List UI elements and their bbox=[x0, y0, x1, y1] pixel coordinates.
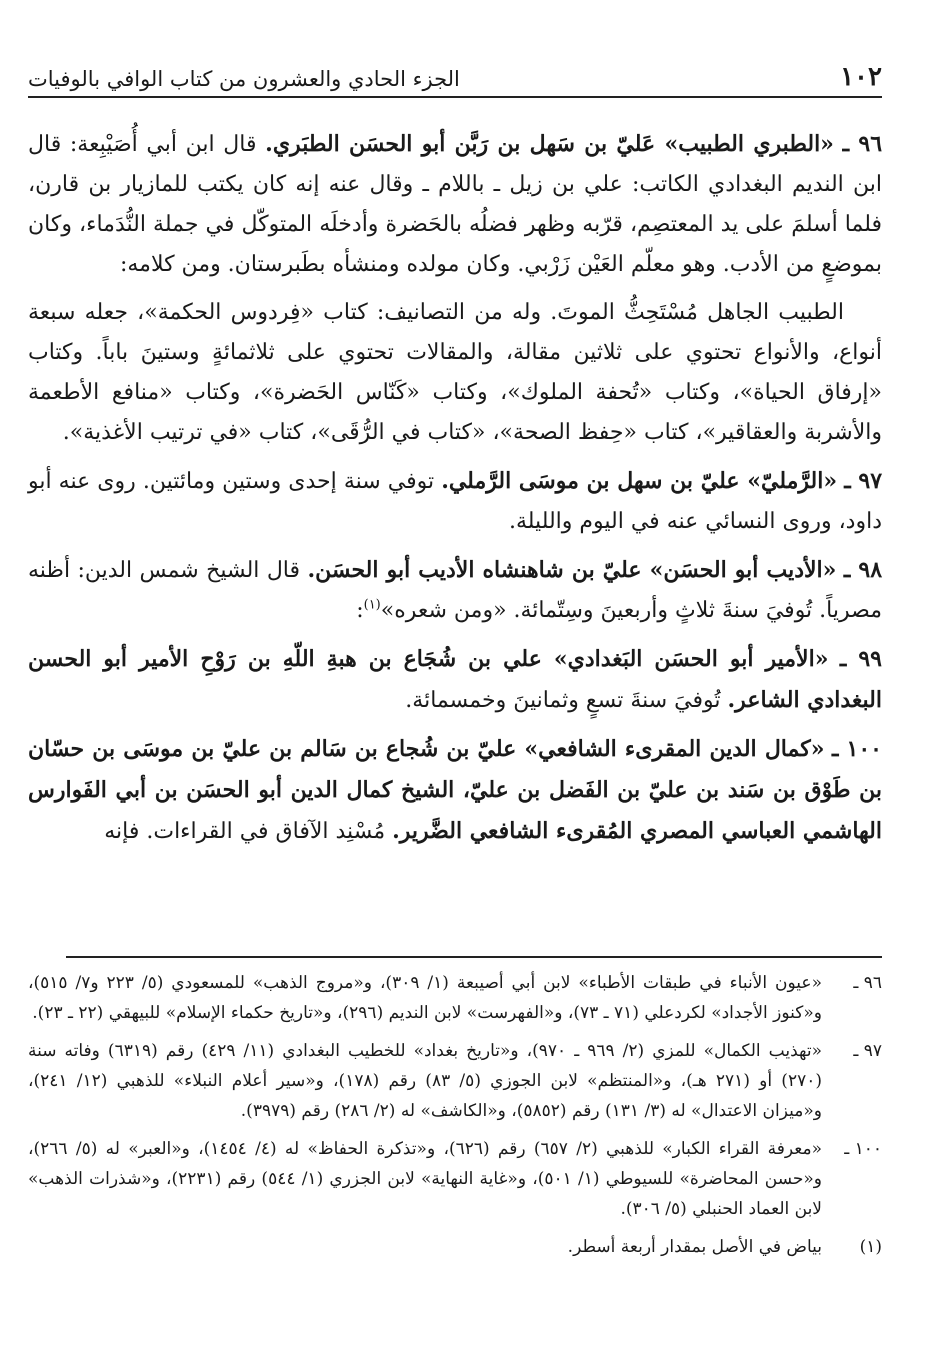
entry-tail: : bbox=[356, 598, 364, 623]
entry-99 bbox=[28, 639, 882, 721]
entry-heading: «الأمير أبو الحسَن البَغدادي» علي بن شُجَاع بن هبةِ اللّهِ بن رَوْحِ الأمير أبو الحسن البغدادي الشاعر. bbox=[28, 646, 882, 713]
footnote-96 bbox=[28, 968, 882, 1028]
footnote-text: «تهذيب الكمال» للمزي (٢/ ٩٦٩ ـ ٩٧٠)، و«تاريخ بغداد» للخطيب البغدادي (١١/ ٤٢٩) رقم (٦٣١٩) وفاته سنة (٢٧٠) أو (٢٧١ هـ)، و«المنتظم» لابن الجوزي (٥/ ٨٣) رقم (١٧٨)، و«سير أعلام النبلاء» للذهبي (١٢/ ٢٤١)، و«ميزان الاعتدال» له (٣/ ١٣١) رقم (٥٨٥٢)، و«الكاشف» له (٢/ ٢٨٦) رقم (٣٩٧٩). bbox=[28, 1041, 822, 1121]
entry-text: الطبيب الجاهل مُسْتَحِثُّ الموتَ. وله من التصانيف: كتاب «فِردوس الحكمة»، جعله سبعة أنواع، والأنواع تحتوي على ثلاثين مقالة، والمقالات تحتوي على ثلاثمائةٍ وستينَ باباً. وكتاب «إرفاق الحياة»، وكتاب «تُحفة الملوك»، وكتاب «كَنّاس الحَضرة»، وكتاب «منافع الأطعمة والأشربة والعقاقير»، كتاب «حِفظ الصحة»، «كتاب في الرُّقَى»، كتاب «في ترتيب الأغذية». bbox=[28, 300, 882, 445]
entry-96 bbox=[28, 124, 882, 285]
entry-number: ١٠٠ ـ bbox=[831, 736, 882, 762]
footnote-divider bbox=[66, 956, 882, 958]
footnote-1 bbox=[28, 1232, 882, 1262]
running-head bbox=[28, 58, 882, 98]
footnote-97 bbox=[28, 1036, 882, 1126]
entry-96-continuation bbox=[28, 293, 882, 453]
page-number: ١٠٢ bbox=[840, 62, 882, 92]
footnote-label: (١) bbox=[859, 1237, 882, 1257]
footnote-text: بياض في الأصل بمقدار أربعة أسطر. bbox=[567, 1237, 822, 1257]
footnote-label: ٩٧ ـ bbox=[853, 1041, 882, 1061]
entry-number: ٩٧ ـ bbox=[844, 468, 883, 494]
entry-text: تُوفيَ سنةَ تسعٍ وثمانينَ وخمسمائة. bbox=[405, 688, 721, 713]
entry-text: قال ابن أبي أُصَيْبِعة: قال ابن النديم البغدادي الكاتب: علي بن زيل ـ باللام ـ وقال عنه إنه كان يكتب للمازيار بن قارن، فلما أسلمَ على يد المعتصِم، قرّبه وظهر فضلُه بالحَضرة وأدخلَه المتوكّل في جملة النُّدَماء، وكان بموضعٍ من الأدب. وهو معلّم العَيْن زَرْبي. وكان مولده ومنشأه بطَبرستان. ومن كلامه: bbox=[28, 132, 882, 277]
entry-number: ٩٨ ـ bbox=[843, 557, 883, 583]
footnote-text: «معرفة القراء الكبار» للذهبي (٢/ ٦٥٧) رقم (٦٢٦)، و«تذكرة الحفاظ» له (٤/ ١٤٥٤)، و«العبر» له (٥/ ٢٦٦)، و«حسن المحاضرة» للسيوطي (١/ ٥٠١)، و«غاية النهاية» لابن الجزري (١/ ٥٤٤) رقم (٢٢٣١)، و«شذرات الذهب» لابن العماد الحنبلي (٥/ ٣٠٦). bbox=[28, 1139, 823, 1219]
entry-heading: «الأديب أبو الحسَن» عليّ بن شاهنشاه الأديب أبو الحسَن. bbox=[307, 557, 837, 583]
entry-text: توفي سنة إحدى وستين ومائتين. روى عنه أبو داود، وروى النسائي عنه في اليوم والليلة. bbox=[28, 469, 882, 534]
entry-heading: «الرَّمليّ» عليّ بن سهل بن موسَى الرَّملي. bbox=[441, 468, 838, 494]
footnote-text: «عيون الأنباء في طبقات الأطباء» لابن أبي أصيبعة (١/ ٣٠٩)، و«مروج الذهب» للمسعودي (٥/ ٢٢٣ و٧/ ٥١٥)، و«كنوز الأجداد» لكردعلي (٧١ ـ ٧٣)، و«الفهرست» لابن النديم (٢٩٦)، و«تاريخ حكماء الإسلام» للبيهقي (٢٢ ـ ٢٣). bbox=[28, 973, 822, 1023]
book-title: الجزء الحادي والعشرون من كتاب الوافي بالوفيات bbox=[28, 67, 460, 91]
entry-heading: «الطبري الطبيب» عَليّ بن سَهل بن رَبَّن أبو الحسَن الطبَري. bbox=[265, 131, 834, 157]
footnote-label: ١٠٠ ـ bbox=[844, 1139, 882, 1159]
footnotes bbox=[28, 968, 882, 1270]
footnote-100 bbox=[28, 1134, 882, 1224]
entry-number: ٩٩ ـ bbox=[839, 646, 882, 672]
entry-heading: «كمال الدين المقرىء الشافعي» عليّ بن شُجاع بن سَالم بن عليّ بن موسَى بن حسّان بن طَوْق بن سَند بن عليّ بن الفَضل بن عليّ، الشيخ كمال الدين أبو الحسَن بن أبي الفَوارس الهاشمي العباسي المصري المُقرىء الشافعي الضَّرير. bbox=[28, 736, 882, 844]
entry-100 bbox=[28, 729, 882, 852]
entry-97 bbox=[28, 461, 882, 542]
footnote-label: ٩٦ ـ bbox=[853, 973, 882, 993]
entry-text: مُسْنِد الآفاق في القراءات. فإنه bbox=[104, 819, 386, 844]
entry-number: ٩٦ ـ bbox=[842, 131, 883, 157]
entry-98 bbox=[28, 550, 882, 631]
entry-text: قال الشيخ شمس الدين: أظنه مصرياً. تُوفيَ سنةَ ثلاثٍ وأربعينَ وسِتّمائة. «ومن شعره» bbox=[28, 558, 882, 623]
footnote-marker[interactable]: (١) bbox=[363, 597, 381, 613]
main-text bbox=[28, 124, 882, 860]
